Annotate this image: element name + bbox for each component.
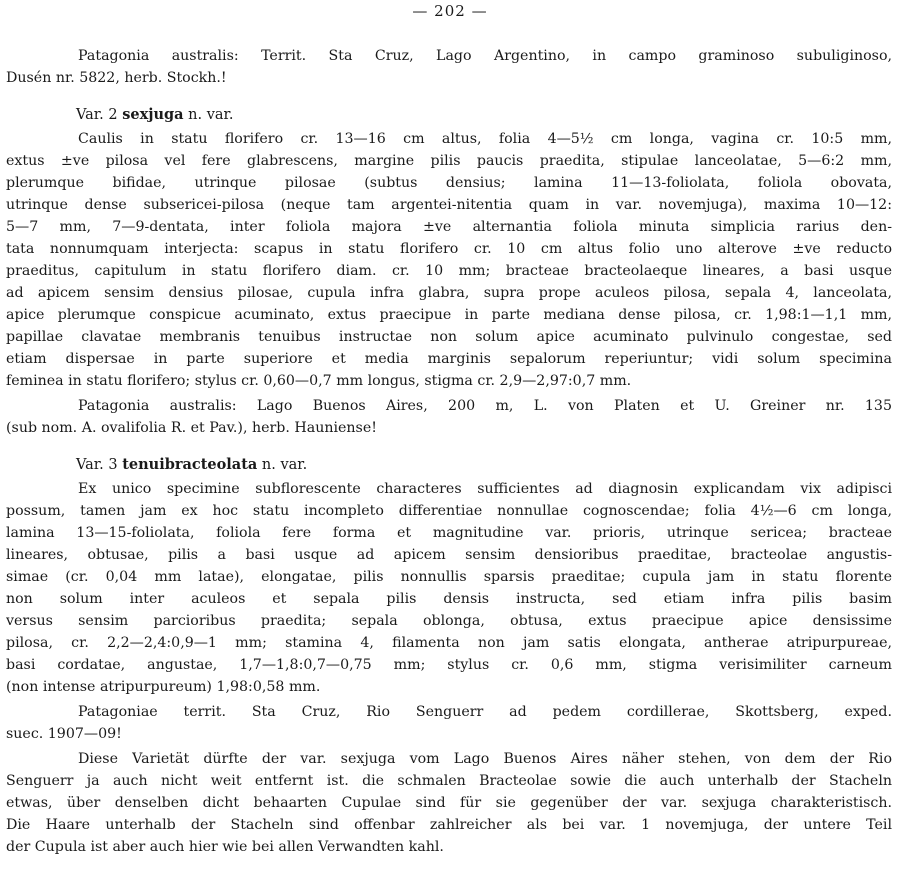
page-number: — 202 —: [412, 2, 488, 20]
text-line: Dusén nr. 5822, herb. Stockh.!: [6, 70, 227, 86]
text-line: Patagoniae territ. Sta Cruz, Rio Senguerr ad pedem cordillerae, Skottsberg, exped.: [78, 704, 892, 720]
text-line: simae (cr. 0,04 mm latae), elongatae, pilis nonnullis sparsis praeditae; cupula jam in statu florente: [6, 569, 892, 585]
text-line: pilosa, cr. 2,2—2,4:0,9—1 mm; stamina 4, filamenta non jam satis elongata, antherae atripurpureae,: [6, 635, 892, 651]
text-line: lineares, obtusae, pilis a basi usque ad apicem sensim densioribus praeditae, bracteolae angustis-: [6, 547, 892, 563]
text-line: non solum inter aculeos et sepala pilis densis instructa, sed etiam infra pilis basim: [6, 591, 892, 607]
text-line: lamina 13—15-foliolata, foliola fere forma et magnitudine var. prioris, utrinque sericea; bracteae: [6, 525, 892, 541]
text-line: 5—7 mm, 7—9-dentata, inter foliola majora ±ve alternantia foliola minuta simplicia rarius den-: [6, 219, 892, 235]
text-line: feminea in statu florifero; stylus cr. 0,60—0,7 mm longus, stigma cr. 2,9—2,97:0,7 mm.: [6, 373, 632, 389]
variety-heading: [76, 456, 307, 473]
text-line: Die Haare unterhalb der Stacheln sind offenbar zahlreicher als bei var. 1 novemjuga, der untere Teil: [6, 817, 892, 833]
text-line: praeditus, capitulum in statu florifero diam. cr. 10 mm; bracteae bracteolaeque lineares, a basi usque: [6, 263, 892, 279]
heading-prefix: Var. 3: [76, 457, 118, 473]
text-line: papillae clavatae membranis tenuibus instructae non solum apice acuminato pulvinulo congestae, sed: [6, 329, 892, 345]
text-line: Caulis in statu florifero cr. 13—16 cm altus, folia 4—5½ cm longa, vagina cr. 10:5 mm,: [78, 131, 892, 147]
heading-suffix: n. var.: [261, 457, 308, 473]
heading-variety-name: tenuibracteolata: [122, 456, 258, 473]
text-line: apice plerumque conspicue acuminato, extus praecipue in parte mediana dense pilosa, cr. 1,98:1—1,1 mm,: [6, 307, 892, 323]
text-line: basi cordatae, angustae, 1,7—1,8:0,7—0,75 mm; stylus cr. 0,6 mm, stigma verisimiliter carneum: [6, 657, 892, 673]
text-line: tata nonnumquam interjecta: scapus in statu florifero cr. 10 cm altus folio uno alterove ±ve reducto: [6, 241, 892, 257]
text-line: etwas, über denselben dicht behaarten Cupulae sind für sie gegenüber der var. sexjuga charakteristisch.: [6, 795, 892, 811]
text-line: suec. 1907—09!: [6, 726, 122, 742]
text-line: possum, tamen jam ex hoc statu incompleto differentiae nonnullae cognoscendae; folia 4½—6 cm longa,: [6, 503, 892, 519]
text-line: plerumque bifidae, utrinque pilosae (subtus densius; lamina 11—13-foliolata, foliola obovata,: [6, 175, 892, 191]
text-line: Senguerr ja auch nicht weit entfernt ist. die schmalen Bracteolae sowie die auch unterhalb der Stacheln: [6, 773, 892, 789]
text-line: etiam dispersae in parte superiore et media marginis sepalorum reperiuntur; vidi solum specimina: [6, 351, 892, 367]
text-line: Patagonia australis: Territ. Sta Cruz, Lago Argentino, in campo graminoso subuliginoso,: [78, 48, 892, 64]
text-line: versus sensim parcioribus praedita; sepala oblonga, obtusa, extus praecipue apice densissime: [6, 613, 892, 629]
heading-suffix: n. var.: [188, 107, 234, 123]
heading-prefix: Var. 2: [76, 107, 118, 123]
text-line: utrinque dense subsericei-pilosa (neque tam argentei-nitentia quam in var. novemjuga), maxima 10—12:: [6, 197, 892, 213]
variety-heading: [76, 106, 234, 123]
text-line: Ex unico specimine subflorescente characteres sufficientes ad diagnosin explicandam vix adipisci: [78, 481, 892, 497]
text-line: Patagonia australis: Lago Buenos Aires, 200 m, L. von Platen et U. Greiner nr. 135: [78, 398, 892, 414]
text-line: ad apicem sensim densius pilosae, cupula infra glabra, supra prope aculeos pilosa, sepala 4, lanceolata,: [6, 285, 892, 301]
text-line: der Cupula ist aber auch hier wie bei allen Verwandten kahl.: [6, 839, 444, 855]
text-line: (non intense atripurpureum) 1,98:0,58 mm.: [6, 679, 321, 695]
text-line: (sub nom. A. ovalifolia R. et Pav.), herb. Hauniense!: [6, 420, 377, 436]
text-line: Diese Varietät dürfte der var. sexjuga vom Lago Buenos Aires näher stehen, von dem der Rio: [78, 751, 892, 767]
heading-variety-name: sexjuga: [122, 106, 184, 123]
text-line: extus ±ve pilosa vel fere glabrescens, margine pilis paucis praedita, stipulae lanceolatae, 5—6:2 mm,: [6, 153, 892, 169]
